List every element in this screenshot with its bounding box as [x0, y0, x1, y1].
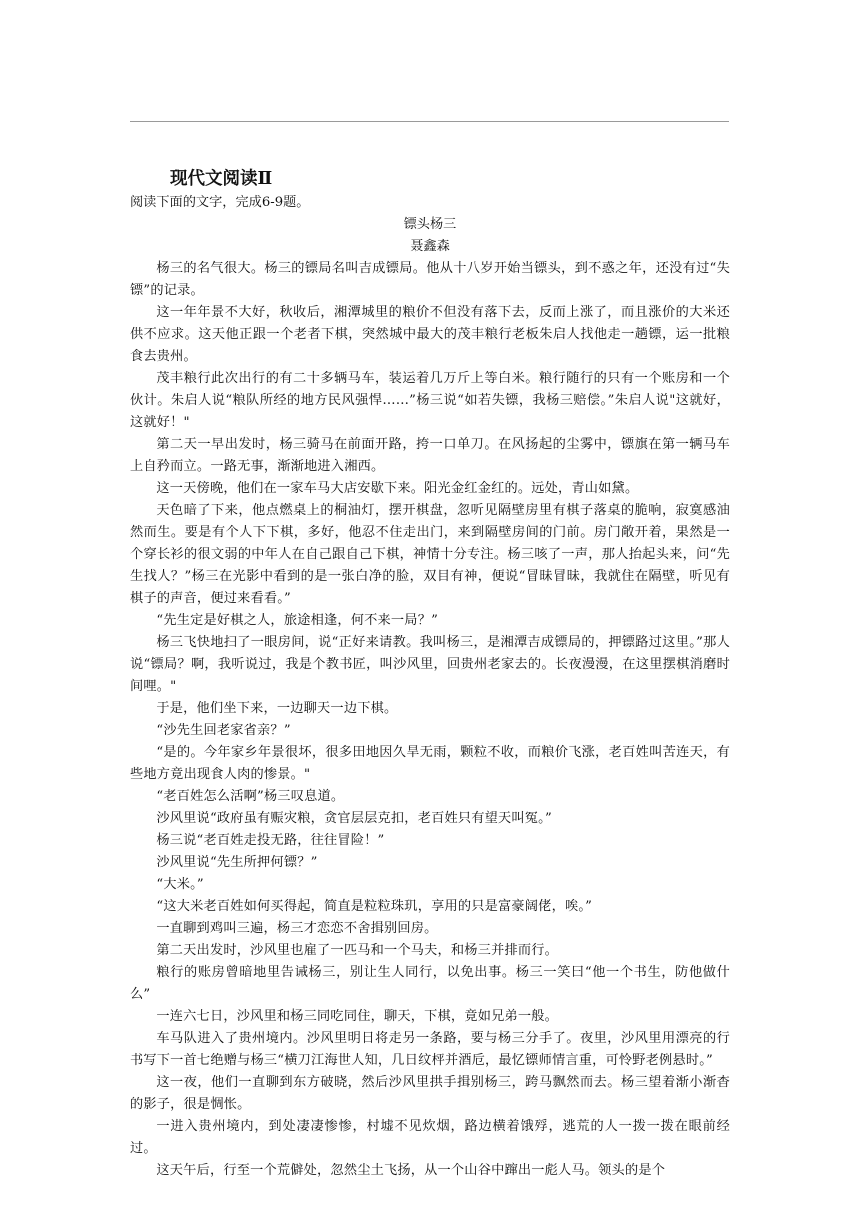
- paragraph: “沙先生回老家省亲？”: [156, 723, 291, 738]
- paragraph: 茂丰粮行此次出行的有二十多辆马车，装运着几万斤上等白米。粮行随行的只有一个账房和一个伙计。朱启人说“粮队所经的地方民风强悍……”杨三说“如若失镖，我杨三赔偿。”朱启人说"这就好，这就好！": [130, 371, 730, 430]
- instruction-text: 阅读下面的文字，完成6-9题。: [130, 195, 310, 210]
- paragraph: 这天午后，行至一个荒僻处，忽然尘土飞扬，从一个山谷中蹿出一彪人马。领头的是个: [156, 1163, 666, 1178]
- paragraph: 一连六七日，沙风里和杨三同吃同住，聊天，下棋，竟如兄弟一般。: [156, 1009, 559, 1024]
- story-title: 镖头杨三: [403, 217, 457, 232]
- story-author: 聂鑫森: [410, 239, 450, 254]
- paragraph: 粮行的账房曾暗地里告诫杨三，别让生人同行，以免出事。杨三一笑曰“他一个书生，防他做什么”: [130, 965, 730, 1002]
- section-title: 现代文阅读Ⅱ: [170, 169, 273, 189]
- paragraph: 沙风里说“先生所押何镖？”: [156, 855, 318, 870]
- paragraph: 第二天出发时，沙风里也雇了一匹马和一个马夫，和杨三并排而行。: [156, 943, 559, 958]
- story-text: [130, 258, 730, 1182]
- paragraph: 杨三飞快地扫了一眼房间，说“正好来请教。我叫杨三，是湘潭吉成镖局的，押镖路过这里。”那人说“镖局？啊，我听说过，我是个教书匠，叫沙风里，回贵州老家去的。长夜漫漫，在这里摆棋消磨时间哩。": [130, 635, 730, 694]
- paragraph: 这一夜，他们一直聊到东方破晓，然后沙风里拱手揖别杨三，跨马飘然而去。杨三望着渐小渐杳的影子，很是惆怅。: [130, 1075, 730, 1112]
- paragraph: 一进入贵州境内，到处凄凄惨惨，村墟不见炊烟，路边横着饿殍，逃荒的人一拨一拨在眼前经过。: [130, 1119, 730, 1156]
- document-body: [130, 168, 730, 1182]
- paragraph: 第二天一早出发时，杨三骑马在前面开路，挎一口单刀。在风扬起的尘雾中，镖旗在第一辆马车上自矜而立。一路无事，渐渐地进入湘西。: [130, 437, 730, 474]
- paragraph: 杨三说“老百姓走投无路，往往冒险！”: [156, 833, 385, 848]
- paragraph: “大米。”: [156, 877, 204, 892]
- paragraph: 天色暗了下来，他点燃桌上的桐油灯，摆开棋盘，忽听见隔壁房里有棋子落桌的脆响，寂寞感油然而生。要是有个人下下棋，多好，他忍不住走出门，来到隔壁房间的门前。房门敞开着，果然是一个穿长衫的很文弱的中年人在自己跟自己下棋，神情十分专注。杨三咳了一声，那人抬起头来，问“先生找人？”杨三在光影中看到的是一张白净的脸，双目有神，便说“冒昧冒昧，我就住在隔壁，听见有棋子的声音，便过来看看。”: [130, 503, 730, 606]
- paragraph: “先生定是好棋之人，旅途相逢，何不来一局？”: [156, 613, 439, 628]
- header-rule: [130, 121, 729, 122]
- paragraph: “是的。今年家乡年景很坏，很多田地因久旱无雨，颗粒不收，而粮价飞涨，老百姓叫苦连天，有些地方竟出现食人肉的惨景。": [130, 745, 730, 782]
- paragraph: 车马队进入了贵州境内。沙风里明日将走另一条路，要与杨三分手了。夜里，沙风里用漂亮的行书写下一首七绝赠与杨三“横刀江海世人知，几日纹枰并酒卮，最忆镖师情言重，可怜野老例悬时。”: [130, 1031, 730, 1068]
- paragraph: 杨三的名气很大。杨三的镖局名叫吉成镖局。他从十八岁开始当镖头，到不惑之年，还没有过“失镖”的记录。: [130, 261, 730, 298]
- paragraph: 于是，他们坐下来，一边聊天一边下棋。: [156, 701, 398, 716]
- paragraph: “老百姓怎么活啊”杨三叹息道。: [156, 789, 345, 804]
- paragraph: 沙风里说“政府虽有赈灾粮，贪官层层克扣，老百姓只有望天叫冤。”: [156, 811, 552, 826]
- paragraph: 一直聊到鸡叫三遍，杨三才恋恋不舍揖别回房。: [156, 921, 438, 936]
- paragraph: 这一天傍晚，他们在一家车马大店安歇下来。阳光金红金红的。远处，青山如黛。: [156, 481, 639, 496]
- paragraph: 这一年年景不大好，秋收后，湘潭城里的粮价不但没有落下去，反而上涨了，而且涨价的大米还供不应求。这天他正跟一个老者下棋，突然城中最大的茂丰粮行老板朱启人找他走一趟镖，运一批粮食去贵州。: [130, 305, 730, 364]
- paragraph: “这大米老百姓如何买得起，简直是粒粒珠玑，享用的只是富豪阔佬，唉。”: [156, 899, 593, 914]
